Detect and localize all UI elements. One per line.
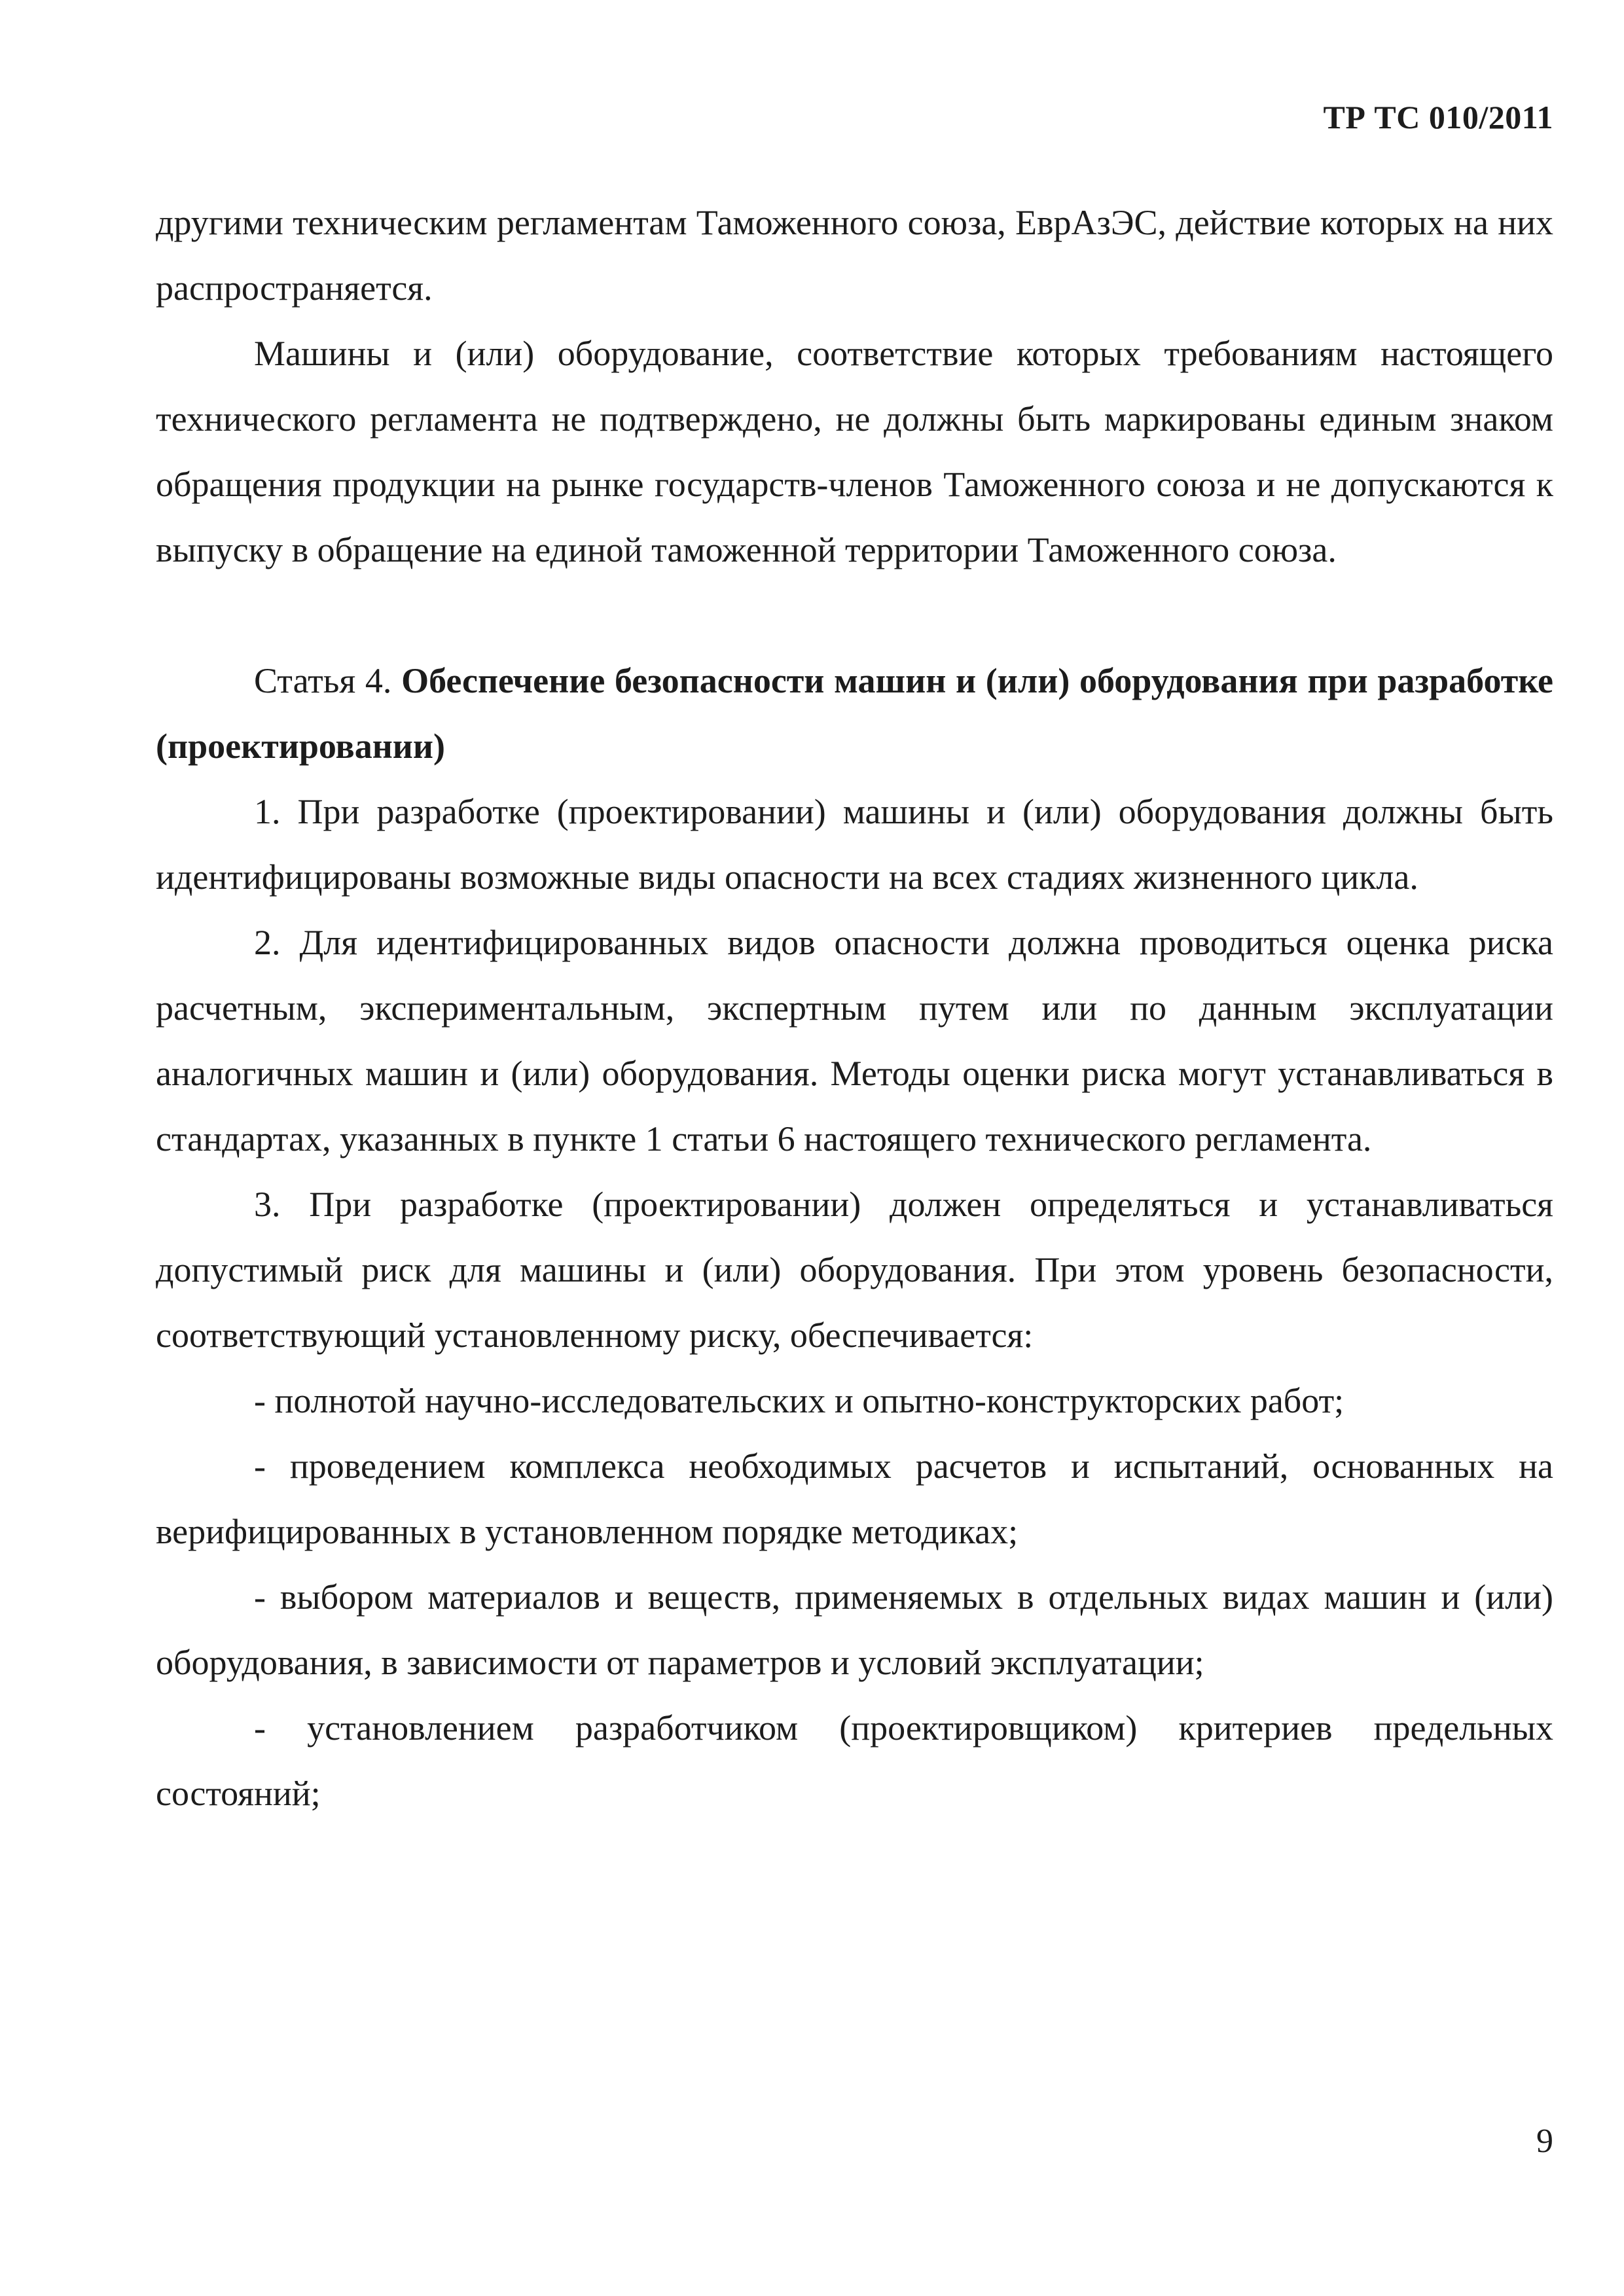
list-item-3: 3. При разработке (проектировании) должен определяться и устанавливаться допустимый риск для машины и (или) оборудования. При этом уровень безопасности, соответствующий установленному риску, обеспечивается:	[156, 1185, 1553, 1355]
page-number: 9	[1536, 2123, 1553, 2160]
list-item-2: 2. Для идентифицированных видов опасности должна проводиться оценка риска расчетным, экспериментальным, экспертным путем или по данным эксплуатации аналогичных машин и (или) оборудования. Методы оценки риска могут устанавливаться в стандартах, указанных в пункте 1 статьи 6 настоящего технического регламента.	[156, 923, 1553, 1158]
bullet-item-materials: - выбором материалов и веществ, применяемых в отдельных видах машин и (или) оборудования, в зависимости от параметров и условий эксплуатации;	[156, 1577, 1553, 1682]
page-body	[156, 190, 1553, 1826]
paragraph-continuation: другими техническим регламентам Таможенного союза, ЕврАзЭС, действие которых на них распространяется.	[156, 203, 1553, 308]
bullet-item-criteria: - установлением разработчиком (проектировщиком) критериев предельных состояний;	[156, 1708, 1553, 1813]
bullet-item-research: - полнотой научно-исследовательских и опытно-конструкторских работ;	[254, 1381, 1344, 1420]
article-title: Обеспечение безопасности машин и (или) оборудования при разработке (проектировании)	[156, 661, 1553, 766]
article-heading	[156, 648, 1553, 779]
document-code-header: ТР ТС 010/2011	[1323, 99, 1553, 135]
bullet-item-calculations: - проведением комплекса необходимых расчетов и испытаний, основанных на верифицированных в установленном порядке методиках;	[156, 1446, 1553, 1551]
list-item-1: 1. При разработке (проектировании) машины и (или) оборудования должны быть идентифицированы возможные виды опасности на всех стадиях жизненного цикла.	[156, 792, 1553, 897]
article-number: Статья 4.	[254, 661, 402, 700]
paragraph-marking: Машины и (или) оборудование, соответствие которых требованиям настоящего технического регламента не подтверждено, не должны быть маркированы единым знаком обращения продукции на рынке государств-членов Таможенного союза и не допускаются к выпуску в обращение на единой таможенной территории Таможенного союза.	[156, 334, 1553, 569]
